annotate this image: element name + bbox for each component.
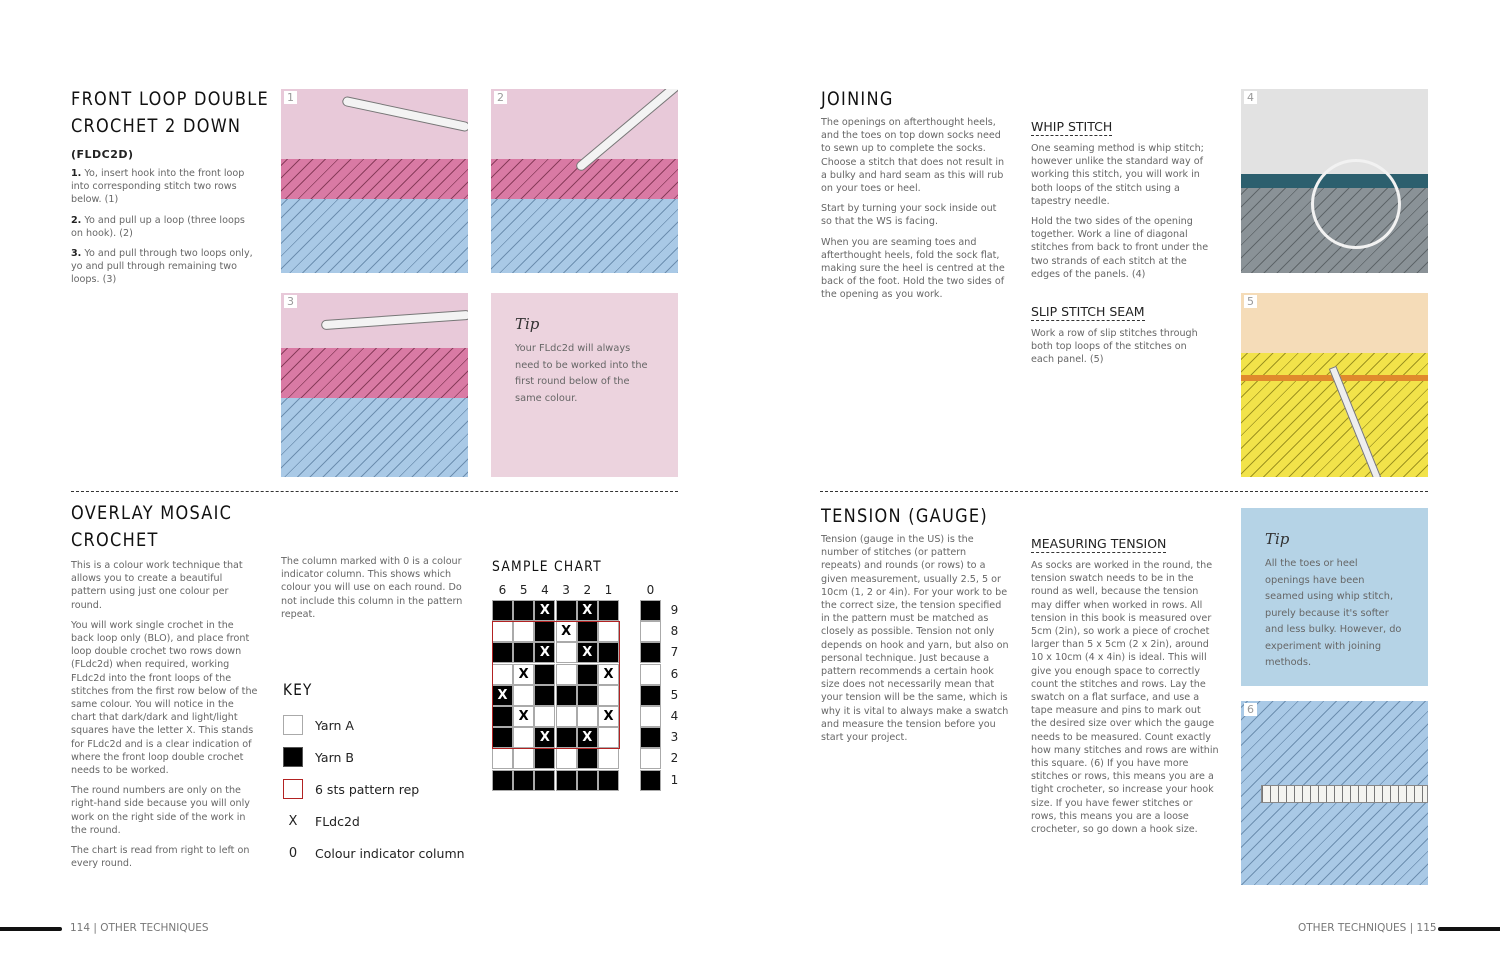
yarn-a-cell xyxy=(598,621,619,642)
fldc2d-section xyxy=(71,86,304,294)
subheading: MEASURING TENSION xyxy=(1031,536,1167,551)
fldc2d-cell: X xyxy=(534,642,555,663)
yarn-a-cell xyxy=(534,706,555,727)
fldc2d-cell: X xyxy=(513,706,534,727)
yarn-b-cell xyxy=(556,770,577,791)
yarn-b-cell xyxy=(577,770,598,791)
yarn-b-cell xyxy=(492,770,513,791)
yarn-b-cell xyxy=(492,727,513,748)
section-title: OVERLAY MOSAIC CROCHET xyxy=(71,502,233,551)
yarn-b-cell xyxy=(513,770,534,791)
yarn-b-cell xyxy=(534,685,555,706)
red-square-icon xyxy=(283,779,303,799)
subheading: WHIP STITCH xyxy=(1031,119,1113,134)
fldc2d-cell: X xyxy=(577,727,598,748)
yarn-b-cell xyxy=(534,770,555,791)
column-label: 2 xyxy=(583,583,592,597)
key-item-indicator: 0 Colour indicator column xyxy=(283,843,465,863)
paragraph: Start by turning your sock inside out so that the WS is facing. xyxy=(821,203,997,228)
indicator-cell xyxy=(640,600,661,621)
figure-6-illustration xyxy=(1241,701,1428,885)
figure-number: 3 xyxy=(284,295,297,308)
title-line: CROCHET 2 DOWN xyxy=(71,115,242,137)
round-number: 4 xyxy=(670,709,679,723)
joining-section xyxy=(821,86,1009,309)
slip-stitch-section: SLIP STITCH SEAM Work a row of slip stitches through both top loops of the stitches on each panel. (5) xyxy=(1031,304,1198,366)
yarn-a-cell xyxy=(598,727,619,748)
section-title: TENSION (GAUGE) xyxy=(821,505,988,527)
fldc2d-cell: X xyxy=(556,621,577,642)
round-number: 6 xyxy=(670,666,679,681)
yarn-a-cell xyxy=(492,748,513,769)
zero-symbol: 0 xyxy=(288,845,298,861)
page-footer-right: OTHER TECHNIQUES | 115 xyxy=(1298,922,1437,934)
figure-number: 4 xyxy=(1244,91,1257,104)
yarn-b-cell xyxy=(492,706,513,727)
round-number: 2 xyxy=(670,751,679,766)
fldc2d-cell: X xyxy=(598,706,619,727)
fldc2d-cell: X xyxy=(492,685,513,706)
indicator-cell xyxy=(640,642,661,663)
step: 1. Yo, insert hook into the front loop into corresponding stitch two rows below. (1) xyxy=(71,168,245,206)
fldc2d-cell: X xyxy=(534,600,555,621)
figure-1-illustration xyxy=(281,89,468,273)
tip-heading: Tip xyxy=(1265,530,1290,548)
yarn-b-cell xyxy=(577,664,598,685)
paragraph: When you are seaming toes and afterthought heels, fold the sock flat, making sure the heel is centred at the back of the foot. Hold the two sides of the opening as you work. xyxy=(821,236,1005,301)
yarn-a-cell xyxy=(556,748,577,769)
divider xyxy=(820,491,1428,492)
yarn-a-cell xyxy=(492,664,513,685)
figure-3-illustration xyxy=(281,293,468,477)
yarn-b-cell xyxy=(513,642,534,663)
column-label: 1 xyxy=(604,583,613,597)
figure-4-illustration xyxy=(1241,89,1428,273)
key-item-fldc2d: X FLdc2d xyxy=(283,811,360,831)
page-marker xyxy=(0,927,62,931)
yarn-a-cell xyxy=(556,706,577,727)
figure-5-illustration xyxy=(1241,293,1428,477)
yarn-b-cell xyxy=(534,621,555,642)
yarn-b-cell xyxy=(513,600,534,621)
yarn-a-cell xyxy=(556,664,577,685)
indicator-cell xyxy=(640,706,661,727)
figure-number: 5 xyxy=(1244,295,1257,308)
step: 2. Yo and pull up a loop (three loops on hook). (2) xyxy=(71,214,245,239)
key-item-yarn-b: Yarn B xyxy=(283,747,354,767)
fldc2d-cell: X xyxy=(577,600,598,621)
indicator-column-label: 0 xyxy=(646,583,655,597)
yarn-a-cell xyxy=(577,706,598,727)
column-label: 6 xyxy=(498,583,507,597)
round-number: 3 xyxy=(670,730,679,745)
yarn-b-cell xyxy=(598,642,619,663)
yarn-a-cell xyxy=(513,621,534,642)
indicator-cell xyxy=(640,770,661,791)
figure-number: 2 xyxy=(494,91,507,104)
round-number: 5 xyxy=(670,687,679,702)
white-square-icon xyxy=(283,715,303,735)
divider xyxy=(71,491,678,492)
yarn-a-cell xyxy=(513,727,534,748)
chart-title: SAMPLE CHART xyxy=(492,559,602,575)
paragraph: This is a colour work technique that allows you to create a beautiful pattern using just one colour per round. xyxy=(71,560,243,611)
yarn-a-cell xyxy=(598,748,619,769)
fldc2d-cell: X xyxy=(598,664,619,685)
figure-2-illustration xyxy=(491,89,678,273)
page-marker xyxy=(1438,927,1500,931)
mosaic-section xyxy=(71,500,261,877)
round-number: 8 xyxy=(670,624,679,639)
paragraph: The chart is read from right to left on every round. xyxy=(71,845,250,870)
column-label: 4 xyxy=(541,583,549,597)
yarn-a-cell xyxy=(556,642,577,663)
paragraph: You will work single crochet in the back loop only (BLO), and place front loop double crochet two rows down (FLdc2d) when required, working FLdc2d into the front loops of the stitches from the first row below of the same colour. You will notice in the chart that dark/dark and light/light squares have the letter X. This stands for FLdc2d and is a clear indication of where the front loop double crochet needs to be worked. xyxy=(71,619,258,777)
whip-stitch-section: WHIP STITCH One seaming method is whip stitch; however unlike the standard way of working this stitch, you will work in both loops of the stitch using a tapestry needle. Hold the two sides of the opening together. Work a line of diagonal stitches from back to front under the two strands of each stitch at the edges of the panels. (4) xyxy=(1031,119,1209,280)
round-number: 7 xyxy=(670,645,679,660)
key-heading: KEY xyxy=(283,680,313,699)
x-symbol: X xyxy=(288,813,298,829)
fldc2d-cell: X xyxy=(577,642,598,663)
yarn-b-cell xyxy=(577,748,598,769)
title-line: FRONT LOOP DOUBLE xyxy=(71,88,269,110)
yarn-b-cell xyxy=(492,642,513,663)
key-item-yarn-a: Yarn A xyxy=(283,715,354,735)
tip-box xyxy=(1241,508,1428,686)
tip-text: All the toes or heel openings have been seamed using whip stitch, purely because it's softer and less bulky. However, do experiment with joining methods. xyxy=(1265,558,1402,668)
round-number: 9 xyxy=(670,603,679,617)
key-item-repeat: 6 sts pattern rep xyxy=(283,779,419,799)
fldc2d-cell: X xyxy=(534,727,555,748)
measuring-tension-section: MEASURING TENSION As socks are worked in the round, the tension swatch needs to be in the round as well, because the tension may differ when worked in rows. All tension in this book is measured over 5cm (2in), so work a piece of crochet larger than 5 x 5cm (2 x 2in), around 10 x 10cm (4 x 4in) is ideal. This will give you enough space to correctly count the stitches and rows. Lay the swatch on a flat surface, and use a tape measure and pins to mark out the desired size over which the gauge needs to be measured. Count exactly how many stitches and rows are within this square. (6) If you have more stitches or rows, this means you are a tight crocheter, so increase your hook size. If you have fewer stitches or rows, this means you are a loose crocheter, so go down a hook size. xyxy=(1031,536,1219,836)
section-title xyxy=(71,86,269,140)
indicator-cell xyxy=(640,621,661,642)
indicator-cell xyxy=(640,664,661,685)
section-title: JOINING xyxy=(821,88,894,110)
indicator-cell xyxy=(640,685,661,706)
page-footer-left: 114 | OTHER TECHNIQUES xyxy=(70,922,209,934)
round-number: 1 xyxy=(670,772,679,787)
yarn-b-cell xyxy=(534,748,555,769)
yarn-b-cell xyxy=(598,770,619,791)
indicator-cell xyxy=(640,748,661,769)
tension-section xyxy=(821,503,1017,751)
fldc2d-cell: X xyxy=(513,664,534,685)
black-square-icon xyxy=(283,747,303,767)
yarn-a-cell xyxy=(513,748,534,769)
yarn-a-cell xyxy=(492,621,513,642)
figure-number: 1 xyxy=(284,91,297,104)
yarn-b-cell xyxy=(492,600,513,621)
column-note: The column marked with 0 is a colour indicator column. This shows which colour you will use on each round. Do not include this column in the pattern repeat. xyxy=(281,556,463,620)
yarn-b-cell xyxy=(598,600,619,621)
yarn-b-cell xyxy=(577,685,598,706)
step: 3. Yo and pull through two loops only, yo and pull through remaining two loops. (3) xyxy=(71,248,253,286)
column-label: 3 xyxy=(562,583,570,597)
yarn-a-cell xyxy=(598,685,619,706)
indicator-cell xyxy=(640,727,661,748)
tip-text: Your FLdc2d will always need to be worked into the first round below of the same colour. xyxy=(515,343,648,404)
yarn-a-cell xyxy=(513,685,534,706)
paragraph: The round numbers are only on the right-hand side because you will only work on the right side of the work in the round. xyxy=(71,785,250,836)
tip-heading: Tip xyxy=(515,315,540,333)
yarn-b-cell xyxy=(556,600,577,621)
abbreviation: (FLDC2D) xyxy=(71,148,134,161)
yarn-b-cell xyxy=(577,621,598,642)
subheading: SLIP STITCH SEAM xyxy=(1031,304,1145,319)
yarn-b-cell xyxy=(556,727,577,748)
figure-number: 6 xyxy=(1244,703,1257,716)
tip-box xyxy=(491,293,678,477)
paragraph: Tension (gauge in the US) is the number of stitches (or pattern repeats) and rounds (or rows) to a given measurement, usually 2.5, 5 or 10cm (1, 2 or 4in). For your work to be the correct size, the tension specified in the pattern must be matched as closely as possible. Tension not only depends on hook and yarn, but also on personal technique. Just because a pattern recommends a certain hook size does not necessarily mean that your tension will be the same, which is why it is vital to always make a swatch and measure the tension before you start your project. xyxy=(821,534,1009,744)
column-label: 5 xyxy=(519,583,528,597)
yarn-b-cell xyxy=(534,664,555,685)
paragraph: The openings on afterthought heels, and the toes on top down socks need to sewn up to complete the socks. Choose a stitch that does not result in a bulky and hard seam as this will rub on your toes or heel. xyxy=(821,117,1005,195)
yarn-b-cell xyxy=(556,685,577,706)
